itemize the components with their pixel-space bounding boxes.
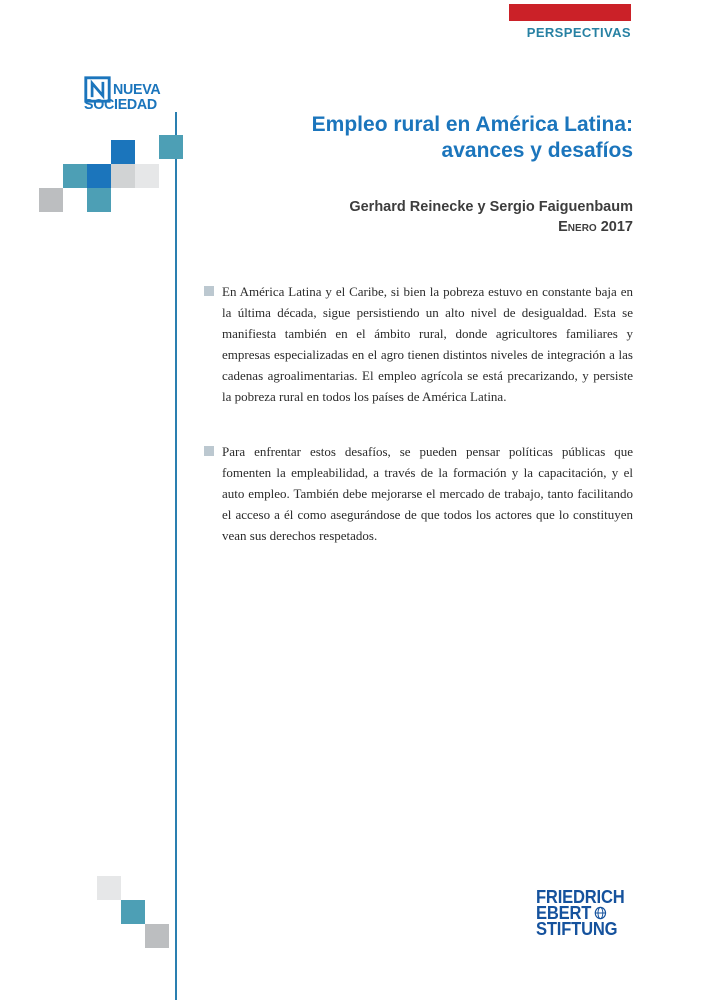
- abstract-paragraph-2: [204, 441, 633, 546]
- decorative-mosaic-top: [39, 137, 185, 215]
- mosaic-square: [97, 876, 121, 900]
- authors: Gerhard Reinecke y Sergio Faiguenbaum: [349, 199, 633, 215]
- decorative-mosaic-bottom: [97, 876, 171, 950]
- mosaic-square: [87, 164, 111, 188]
- publication-date: Enero 2017: [558, 219, 633, 235]
- vertical-rule: [175, 112, 177, 1000]
- mosaic-square: [135, 164, 159, 188]
- title-line2: avances y desafíos: [441, 139, 633, 162]
- series-label: PERSPECTIVAS: [526, 25, 631, 40]
- abstract-paragraph-1: [204, 281, 633, 407]
- bullet-square-icon: [204, 286, 214, 296]
- mosaic-square: [121, 900, 145, 924]
- title-line1: Empleo rural en América Latina:: [311, 113, 633, 136]
- publisher-name-line2: SOCIEDAD: [84, 96, 157, 113]
- nueva-sociedad-logo: [84, 76, 194, 120]
- mosaic-square: [111, 164, 135, 188]
- globe-icon: [594, 906, 607, 920]
- publisher-name-line1: NUEVA: [113, 81, 161, 98]
- fes-line3: STIFTUNG: [536, 919, 618, 939]
- abstract-text-1: En América Latina y el Caribe, si bien la pobreza estuvo en constante baja en la última década, sigue persistiendo un alto nivel de desigualdad. Esta se manifiesta también en el ámbito rural, donde agricultores familiares y empresas especializadas en el agro tienen distintos niveles de integración a las cadenas agroalimentarias. El empleo agrícola se está precarizando, y persiste la pobreza rural en todos los países de América Latina.: [222, 284, 633, 404]
- mosaic-square: [63, 164, 87, 188]
- fes-line1: FRIEDRICH: [536, 887, 625, 907]
- document-title: [200, 112, 633, 164]
- mosaic-square: [111, 140, 135, 164]
- fes-logo: [536, 889, 625, 937]
- abstract-text-2: Para enfrentar estos desafíos, se pueden pensar políticas públicas que fomenten la empleabilidad, a través de la formación y la capacitación, y el auto empleo. También debe mejorarse el mercado de trabajo, tanto facilitando el acceso a él como asegurándose de que todos los actores que lo constituyen vean sus derechos respetados.: [222, 444, 633, 543]
- mosaic-square: [145, 924, 169, 948]
- mosaic-square: [159, 135, 183, 159]
- mosaic-square: [39, 188, 63, 212]
- fes-line2: EBERT: [536, 903, 592, 923]
- mosaic-square: [87, 188, 111, 212]
- bullet-square-icon: [204, 446, 214, 456]
- masthead-red-bar: [509, 4, 631, 21]
